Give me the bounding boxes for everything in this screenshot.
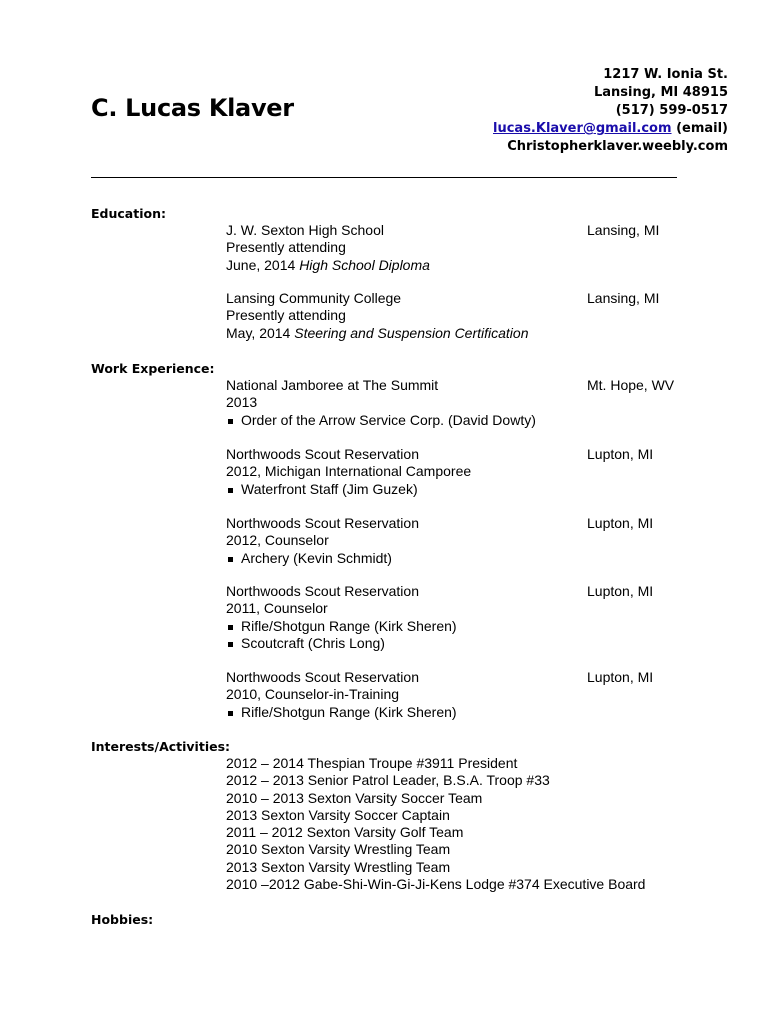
interest-item: 2011 – 2012 Sexton Varsity Golf Team	[226, 824, 464, 841]
education-heading: Education:	[91, 206, 166, 221]
work-location: Lupton, MI	[587, 515, 654, 531]
work-entry	[226, 515, 686, 567]
work-organization: National Jamboree at The Summit	[226, 377, 439, 393]
work-location: Lupton, MI	[587, 583, 654, 599]
work-bullet: Rifle/Shotgun Range (Kirk Sheren)	[226, 704, 686, 721]
email-line	[493, 120, 728, 138]
work-location: Mt. Hope, WV	[587, 377, 675, 393]
interest-item: 2013 Sexton Varsity Soccer Captain	[226, 806, 450, 823]
interests-list	[226, 755, 645, 893]
interest-item: 2012 – 2013 Senior Patrol Leader, B.S.A. Troop #33	[226, 772, 550, 789]
work-organization: Northwoods Scout Reservation	[226, 583, 419, 599]
education-date: May, 2014	[226, 324, 291, 341]
address-line-1: 1217 W. Ionia St.	[603, 67, 728, 82]
education-entry	[226, 290, 686, 342]
work-detail: 2013	[226, 394, 258, 411]
work-location: Lupton, MI	[587, 446, 654, 462]
work-heading: Work Experience:	[91, 361, 215, 376]
work-bullet: Waterfront Staff (Jim Guzek)	[226, 481, 686, 498]
resume-name: C. Lucas Klaver	[91, 94, 294, 122]
address-line-2: Lansing, MI 48915	[593, 85, 728, 100]
header-divider	[91, 177, 677, 178]
work-detail: 2011, Counselor	[226, 600, 328, 617]
phone-number: (517) 599-0517	[615, 103, 728, 118]
interest-item: 2010 – 2013 Sexton Varsity Soccer Team	[226, 789, 483, 806]
work-organization: Northwoods Scout Reservation	[226, 515, 419, 531]
school-name: J. W. Sexton High School	[226, 222, 384, 238]
work-detail: 2010, Counselor-in-Training	[226, 686, 400, 703]
work-entry	[226, 446, 686, 498]
interest-item: 2010 Sexton Varsity Wrestling Team	[226, 841, 451, 858]
education-credential: High School Diploma	[299, 256, 430, 273]
work-bullet: Rifle/Shotgun Range (Kirk Sheren)	[226, 618, 686, 635]
work-location: Lupton, MI	[587, 669, 654, 685]
school-location: Lansing, MI	[587, 222, 660, 238]
school-location: Lansing, MI	[587, 290, 660, 306]
work-bullet: Order of the Arrow Service Corp. (David Dowty)	[226, 412, 686, 429]
work-detail: 2012, Counselor	[226, 532, 329, 549]
interest-item: 2010 –2012 Gabe-Shi-Win-Gi-Ji-Kens Lodge #374 Executive Board	[226, 876, 646, 893]
work-bullet: Archery (Kevin Schmidt)	[226, 550, 686, 567]
email-link[interactable]: lucas.Klaver@gmail.com	[493, 121, 672, 136]
school-name: Lansing Community College	[226, 290, 402, 306]
work-organization: Northwoods Scout Reservation	[226, 446, 419, 462]
hobbies-heading: Hobbies:	[91, 912, 154, 927]
contact-block	[493, 66, 728, 156]
interests-heading: Interests/Activities:	[91, 739, 231, 754]
work-detail: 2012, Michigan International Camporee	[226, 463, 472, 480]
school-status: Presently attending	[226, 307, 346, 324]
work-entry	[226, 669, 686, 721]
education-date: June, 2014	[226, 256, 296, 273]
school-status: Presently attending	[226, 239, 346, 256]
work-bullet: Scoutcraft (Chris Long)	[226, 635, 686, 652]
work-organization: Northwoods Scout Reservation	[226, 669, 419, 685]
email-suffix: (email)	[676, 121, 728, 136]
education-entry	[226, 222, 686, 274]
interest-item: 2013 Sexton Varsity Wrestling Team	[226, 858, 451, 875]
education-credential: Steering and Suspension Certification	[294, 324, 529, 341]
website: Christopherklaver.weebly.com	[507, 139, 728, 154]
work-entry	[226, 583, 686, 652]
work-entry	[226, 377, 686, 429]
interest-item: 2012 – 2014 Thespian Troupe #3911 President	[226, 755, 518, 771]
